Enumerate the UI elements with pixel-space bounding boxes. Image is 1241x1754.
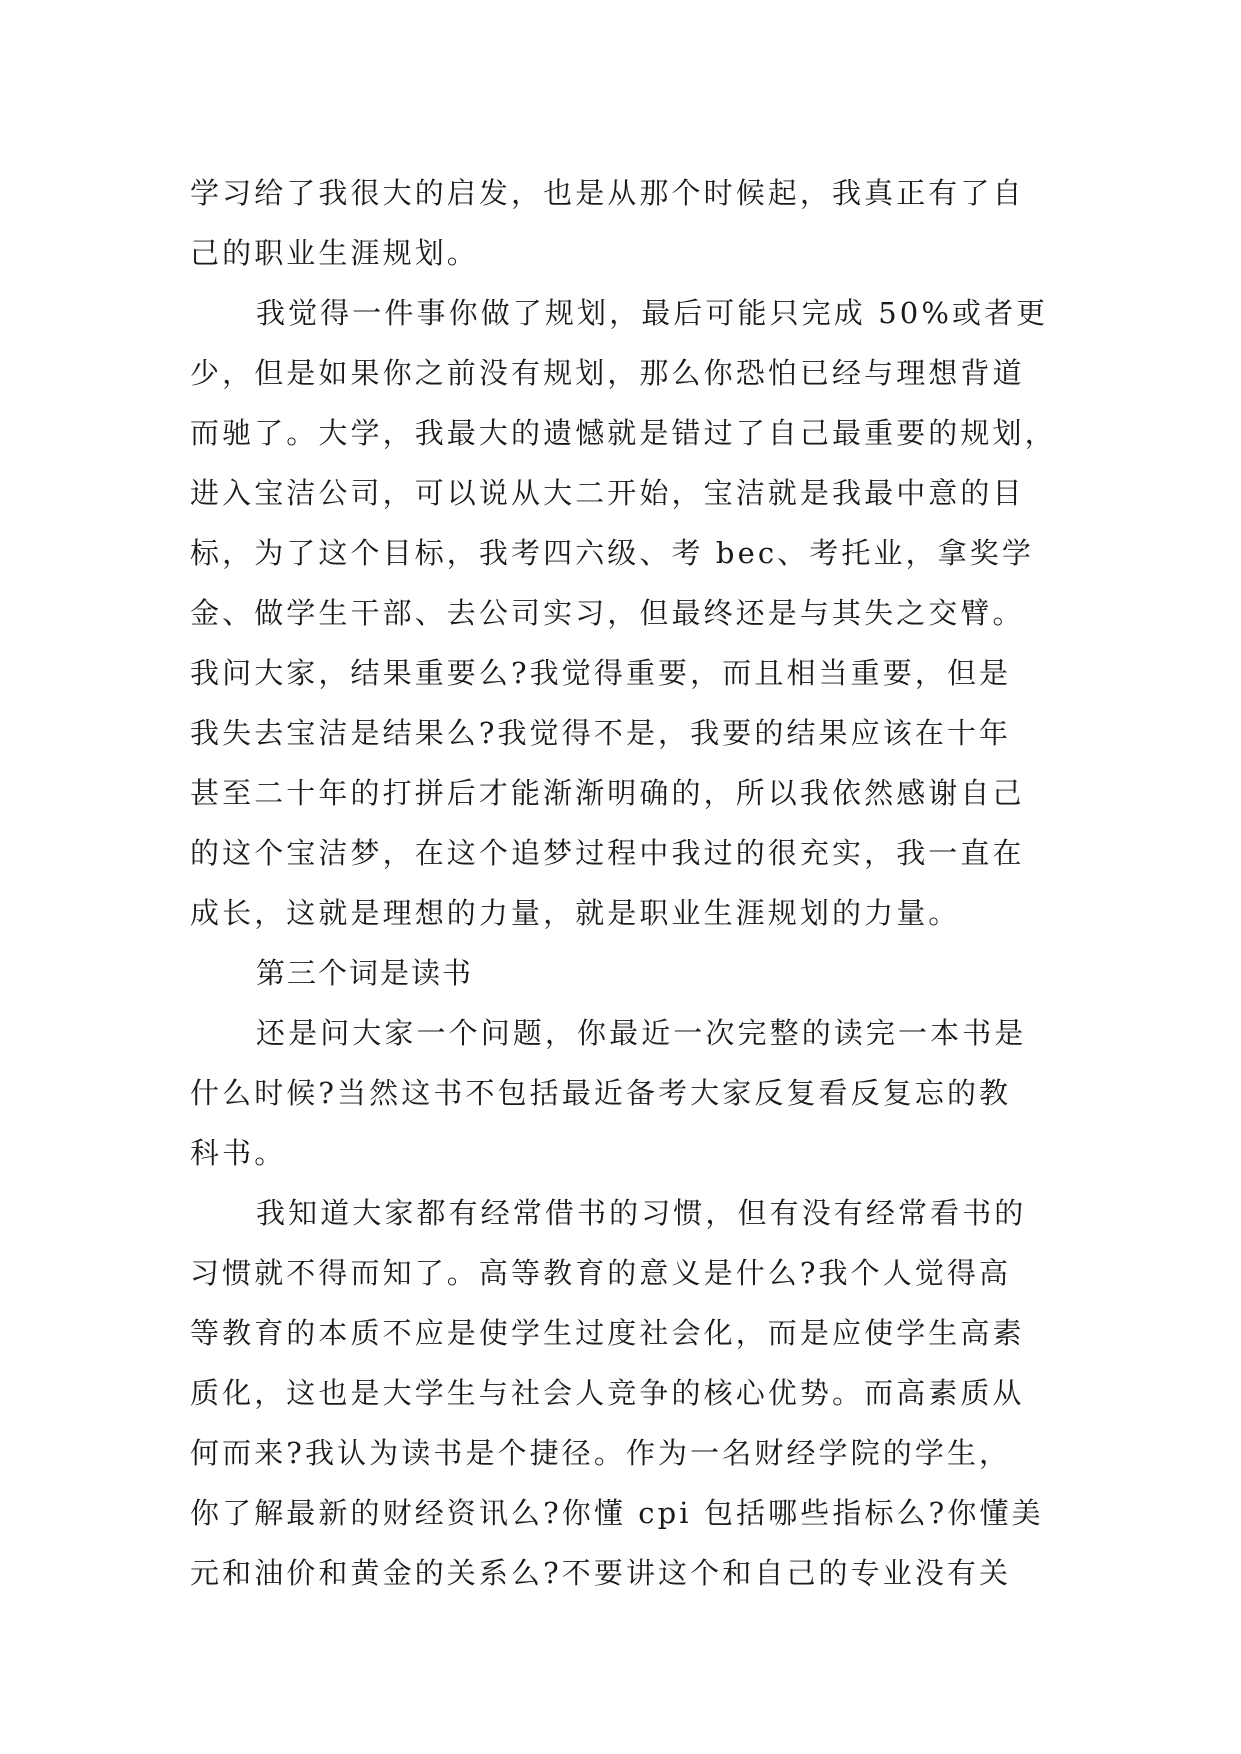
section-heading: 第三个词是读书 <box>256 956 474 990</box>
text-line: 何而来?我认为读书是个捷径。作为一名财经学院的学生， <box>190 1436 1012 1470</box>
text-line: 科书。 <box>190 1136 287 1170</box>
document-body <box>190 163 1057 1603</box>
text-line: 少，但是如果你之前没有规划，那么你恐怕已经与理想背道 <box>190 356 1025 390</box>
text-line: 元和油价和黄金的关系么?不要讲这个和自己的专业没有关 <box>190 1556 1012 1590</box>
text-line: 进入宝洁公司，可以说从大二开始，宝洁就是我最中意的目 <box>190 476 1025 510</box>
text-line: 己的职业生涯规划。 <box>190 236 479 270</box>
text-line: 标，为了这个目标，我考四六级、考 bec、考托业，拿奖学 <box>190 536 1034 570</box>
text-line: 什么时候?当然这书不包括最近备考大家反复看反复忘的教 <box>190 1076 1012 1110</box>
paragraph-start-line: 我觉得一件事你做了规划，最后可能只完成 50%或者更 <box>256 296 1049 330</box>
text-line: 而驰了。大学，我最大的遗憾就是错过了自己最重要的规划， <box>190 416 1057 450</box>
paragraph-start-line: 还是问大家一个问题，你最近一次完整的读完一本书是 <box>256 1016 1027 1050</box>
text-line: 成长，这就是理想的力量，就是职业生涯规划的力量。 <box>190 896 961 930</box>
paragraph-start-line: 我知道大家都有经常借书的习惯，但有没有经常看书的 <box>256 1196 1027 1230</box>
text-line: 我失去宝洁是结果么?我觉得不是，我要的结果应该在十年 <box>190 716 1012 750</box>
text-line: 习惯就不得而知了。高等教育的意义是什么?我个人觉得高 <box>190 1256 1012 1290</box>
text-line: 我问大家，结果重要么?我觉得重要，而且相当重要，但是 <box>190 656 1012 690</box>
text-line: 你了解最新的财经资讯么?你懂 cpi 包括哪些指标么?你懂美 <box>190 1496 1044 1530</box>
text-line: 的这个宝洁梦，在这个追梦过程中我过的很充实，我一直在 <box>190 836 1025 870</box>
text-line: 甚至二十年的打拼后才能渐渐明确的，所以我依然感谢自己 <box>190 776 1025 810</box>
text-line: 等教育的本质不应是使学生过度社会化，而是应使学生高素 <box>190 1316 1025 1350</box>
text-line: 学习给了我很大的启发，也是从那个时候起，我真正有了自 <box>190 176 1025 210</box>
text-line: 质化，这也是大学生与社会人竞争的核心优势。而高素质从 <box>190 1376 1025 1410</box>
text-line: 金、做学生干部、去公司实习，但最终还是与其失之交臂。 <box>190 596 1025 630</box>
